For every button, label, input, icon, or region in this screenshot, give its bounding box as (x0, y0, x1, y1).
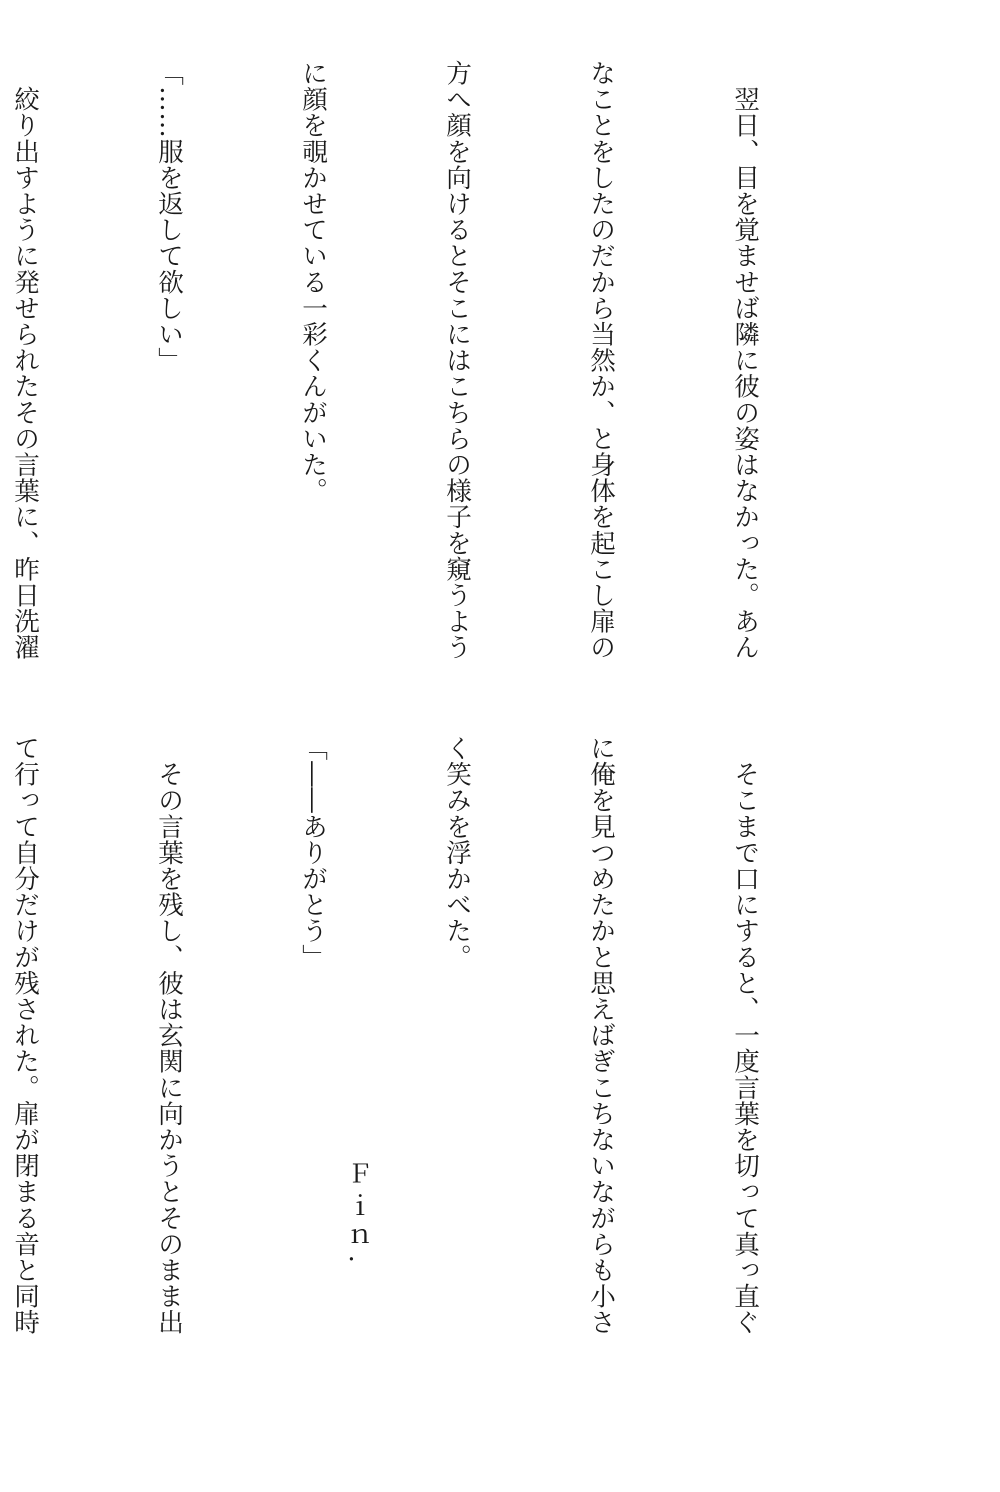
text-line: なことをしたのだから当然か、と身体を起こし扉の (586, 60, 616, 661)
upper-text-block (0, 60, 865, 720)
fin-mark: Ｆｉｎ. (343, 1160, 373, 1269)
text-line: 「……服を返して欲しい」 (154, 60, 184, 374)
text-line: 「――ありがとう」 (298, 735, 328, 970)
text-line: 翌日、目を覚ませば隣に彼の姿はなかった。あん (730, 60, 760, 661)
text-line: その言葉を残し、彼は玄関に向かうとそのまま出 (154, 735, 184, 1336)
text-line: に俺を見つめたかと思えばぎこちないながらも小さ (586, 735, 616, 1336)
text-line: そこまで口にすると、一度言葉を切って真っ直ぐ (730, 735, 760, 1336)
lower-text-block (0, 735, 865, 1395)
text-line: て行って自分だけが残された。扉が閉まる音と同時 (10, 735, 40, 1336)
text-line: く笑みを浮かべた。 (442, 735, 472, 970)
text-line: に顔を覗かせている一彩くんがいた。 (298, 60, 328, 504)
text-line: 方へ顔を向けるとそこにはこちらの様子を窺うよう (442, 60, 472, 661)
text-line: 絞り出すように発せられたその言葉に、昨日洗濯 (10, 60, 40, 661)
